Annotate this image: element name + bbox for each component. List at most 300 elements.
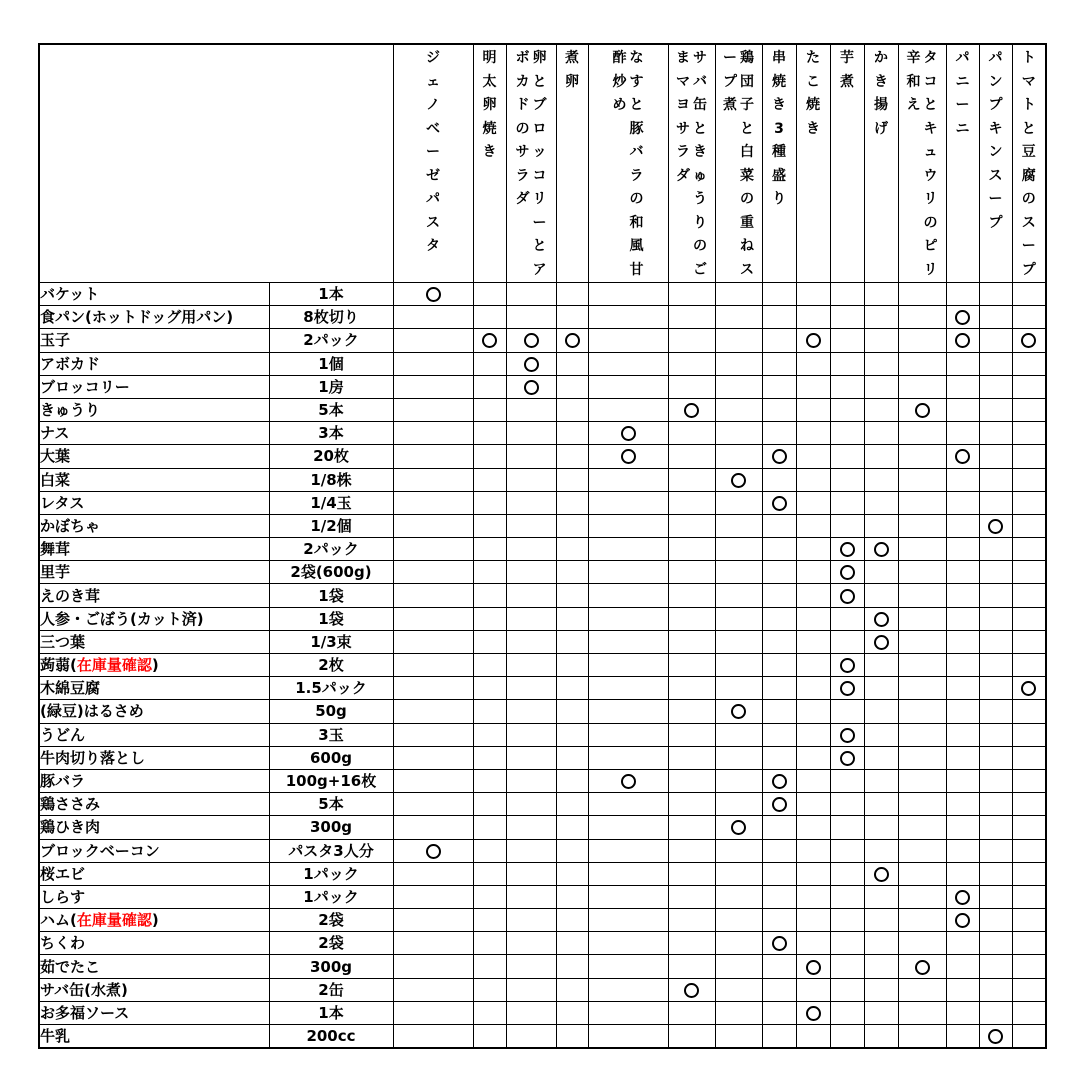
usage-cell xyxy=(979,468,1012,491)
usage-cell xyxy=(588,561,668,584)
dish-name-char: リ xyxy=(532,191,547,207)
usage-cell xyxy=(506,932,556,955)
dish-name-char: き xyxy=(874,73,888,90)
dish-name-char: 和 xyxy=(906,73,921,90)
usage-cell xyxy=(830,468,864,491)
dish-name-char: 串 xyxy=(772,50,786,66)
used-mark-circle-icon xyxy=(915,960,930,975)
dish-name-char: ロ xyxy=(532,120,547,137)
usage-cell xyxy=(556,932,588,955)
usage-cell xyxy=(898,352,946,375)
usage-cell xyxy=(946,398,979,421)
usage-cell xyxy=(506,793,556,816)
usage-cell xyxy=(864,793,898,816)
ingredient-name-text: レタス xyxy=(40,493,85,512)
used-mark-circle-icon xyxy=(840,589,855,604)
usage-cell xyxy=(473,978,506,1001)
usage-cell xyxy=(715,978,762,1001)
used-mark-circle-icon xyxy=(524,380,539,395)
usage-cell xyxy=(473,839,506,862)
usage-cell xyxy=(393,306,473,329)
usage-cell xyxy=(473,491,506,514)
usage-cell xyxy=(506,769,556,792)
used-mark-circle-icon xyxy=(840,728,855,743)
usage-cell xyxy=(393,839,473,862)
dish-name-char: ゅ xyxy=(693,167,707,184)
ingredient-name-text: えのき茸 xyxy=(40,586,101,605)
ingredient-name xyxy=(39,1001,269,1024)
usage-cell xyxy=(898,1025,946,1048)
usage-cell xyxy=(762,538,796,561)
dish-name-char: 鶏 xyxy=(740,50,754,66)
usage-cell xyxy=(506,909,556,932)
ingredient-name xyxy=(39,700,269,723)
usage-cell xyxy=(506,561,556,584)
usage-cell xyxy=(668,630,715,653)
usage-cell xyxy=(473,677,506,700)
usage-cell xyxy=(979,398,1012,421)
ingredient-name-text: 食パン(ホットドッグ用パン) xyxy=(40,308,234,327)
usage-cell xyxy=(946,769,979,792)
usage-cell xyxy=(1012,769,1046,792)
dish-name-char: の xyxy=(629,191,644,207)
usage-cell xyxy=(898,746,946,769)
usage-cell xyxy=(946,329,979,352)
usage-cell xyxy=(588,909,668,932)
usage-cell xyxy=(864,769,898,792)
dish-name-char: と xyxy=(629,97,644,113)
usage-cell xyxy=(668,422,715,445)
used-mark-circle-icon xyxy=(1021,681,1036,696)
ingredient-row xyxy=(39,1025,1046,1048)
dish-name-char: 子 xyxy=(740,97,754,113)
usage-cell xyxy=(556,700,588,723)
ingredient-name xyxy=(39,584,269,607)
used-mark-circle-icon xyxy=(426,287,441,302)
dish-name-char: ヨ xyxy=(676,97,690,113)
dish-name-line xyxy=(692,47,708,282)
usage-cell xyxy=(715,769,762,792)
usage-cell xyxy=(556,654,588,677)
dish-name-char: 重 xyxy=(740,214,754,231)
usage-cell xyxy=(830,885,864,908)
ingredient-name-text: 蒟蒻( xyxy=(40,656,77,675)
usage-cell xyxy=(1012,909,1046,932)
usage-cell xyxy=(762,329,796,352)
usage-cell xyxy=(506,584,556,607)
usage-cell xyxy=(506,839,556,862)
usage-cell xyxy=(830,538,864,561)
usage-cell xyxy=(506,723,556,746)
dish-name-char: タ xyxy=(426,238,440,254)
usage-cell xyxy=(668,932,715,955)
ingredient-quantity: 1パック xyxy=(269,885,393,908)
usage-cell xyxy=(898,793,946,816)
ingredient-name-text: 鶏ひき肉 xyxy=(40,818,101,837)
usage-cell xyxy=(1012,746,1046,769)
usage-cell xyxy=(715,445,762,468)
usage-cell xyxy=(588,514,668,537)
ingredient-name xyxy=(39,793,269,816)
ingredient-quantity: 50g xyxy=(269,700,393,723)
usage-cell xyxy=(506,1025,556,1048)
ingredient-name-text: バケット xyxy=(40,285,100,304)
dish-name-char: の xyxy=(693,238,707,254)
dish-name-char: ェ xyxy=(426,73,440,90)
usage-cell xyxy=(864,932,898,955)
usage-cell xyxy=(506,816,556,839)
ingredient-quantity: 2枚 xyxy=(269,654,393,677)
usage-cell xyxy=(715,607,762,630)
usage-cell xyxy=(1012,885,1046,908)
usage-cell xyxy=(588,677,668,700)
usage-cell xyxy=(668,375,715,398)
usage-cell xyxy=(864,584,898,607)
ingredient-row xyxy=(39,909,1046,932)
usage-cell xyxy=(864,514,898,537)
usage-cell xyxy=(796,630,830,653)
used-mark-circle-icon xyxy=(806,960,821,975)
usage-cell xyxy=(588,932,668,955)
ingredient-name xyxy=(39,491,269,514)
usage-cell xyxy=(796,885,830,908)
usage-cell xyxy=(864,816,898,839)
used-mark-circle-icon xyxy=(772,797,787,812)
usage-cell xyxy=(830,909,864,932)
usage-cell xyxy=(588,468,668,491)
usage-cell xyxy=(979,769,1012,792)
dish-name-char: ュ xyxy=(923,144,938,160)
used-mark-circle-icon xyxy=(731,704,746,719)
ingredient-name-text: 豚バラ xyxy=(40,772,86,791)
dish-name-char: な xyxy=(629,50,644,66)
usage-cell xyxy=(1012,445,1046,468)
usage-cell xyxy=(393,909,473,932)
usage-cell xyxy=(946,584,979,607)
usage-cell xyxy=(473,561,506,584)
usage-cell xyxy=(668,283,715,306)
usage-cell xyxy=(668,700,715,723)
usage-cell xyxy=(1012,352,1046,375)
dish-name-char: 豆 xyxy=(1021,144,1036,160)
dish-name-char: ー xyxy=(1021,238,1036,254)
usage-cell xyxy=(668,885,715,908)
dish-header xyxy=(1012,44,1046,283)
usage-cell xyxy=(898,538,946,561)
dish-name-char: 腐 xyxy=(1021,167,1036,184)
usage-cell xyxy=(796,584,830,607)
dish-name-char: 豚 xyxy=(629,120,644,137)
dish-name-char: ま xyxy=(676,50,690,66)
dish-name-char: ー xyxy=(532,214,547,231)
usage-cell xyxy=(715,816,762,839)
usage-cell xyxy=(506,607,556,630)
usage-cell xyxy=(796,398,830,421)
dish-name-char: コ xyxy=(923,73,938,90)
usage-cell xyxy=(506,1001,556,1024)
usage-cell xyxy=(830,398,864,421)
dish-name-char: め xyxy=(612,97,627,113)
usage-cell xyxy=(1012,283,1046,306)
ingredient-row xyxy=(39,793,1046,816)
usage-cell xyxy=(556,1001,588,1024)
usage-cell xyxy=(393,1025,473,1048)
usage-cell xyxy=(473,723,506,746)
dish-name-char: ピ xyxy=(923,238,938,254)
ingredient-quantity: パスタ3人分 xyxy=(269,839,393,862)
usage-cell xyxy=(762,978,796,1001)
usage-cell xyxy=(762,445,796,468)
dish-name-char: ね xyxy=(740,238,754,254)
usage-cell xyxy=(796,862,830,885)
usage-cell xyxy=(668,746,715,769)
usage-cell xyxy=(715,329,762,352)
dish-name-char: た xyxy=(806,50,820,66)
usage-cell xyxy=(762,283,796,306)
used-mark-circle-icon xyxy=(621,426,636,441)
usage-cell xyxy=(979,306,1012,329)
usage-cell xyxy=(556,329,588,352)
usage-cell xyxy=(979,700,1012,723)
usage-cell xyxy=(588,1001,668,1024)
usage-cell xyxy=(715,283,762,306)
ingredient-name xyxy=(39,561,269,584)
ingredient-name-text: うどん xyxy=(40,725,86,744)
ingredient-name xyxy=(39,909,269,932)
usage-cell xyxy=(864,1025,898,1048)
dish-name-char: き xyxy=(482,144,497,160)
ingredient-quantity: 2袋 xyxy=(269,909,393,932)
usage-cell xyxy=(979,862,1012,885)
usage-cell xyxy=(898,398,946,421)
ingredient-name-text: サバ缶(水煮) xyxy=(40,980,128,999)
used-mark-circle-icon xyxy=(426,844,441,859)
usage-cell xyxy=(668,1001,715,1024)
usage-cell xyxy=(473,445,506,468)
ingredient-name xyxy=(39,514,269,537)
dish-name-char: バ xyxy=(693,73,707,90)
usage-cell xyxy=(556,630,588,653)
ingredient-name xyxy=(39,723,269,746)
ingredient-quantity: 1/3束 xyxy=(269,630,393,653)
usage-cell xyxy=(668,816,715,839)
usage-cell xyxy=(473,746,506,769)
ingredient-row xyxy=(39,862,1046,885)
usage-cell xyxy=(946,352,979,375)
dish-name-char: ゼ xyxy=(426,167,440,184)
usage-cell xyxy=(588,352,668,375)
ingredient-quantity: 1房 xyxy=(269,375,393,398)
usage-cell xyxy=(393,375,473,398)
usage-cell xyxy=(393,862,473,885)
usage-cell xyxy=(864,445,898,468)
usage-cell xyxy=(393,514,473,537)
dish-name-line xyxy=(532,47,548,282)
usage-cell xyxy=(1012,398,1046,421)
usage-cell xyxy=(1012,1025,1046,1048)
usage-cell xyxy=(715,306,762,329)
usage-cell xyxy=(588,839,668,862)
usage-cell xyxy=(473,398,506,421)
dish-name-char: と xyxy=(923,97,938,113)
usage-cell xyxy=(556,885,588,908)
usage-cell xyxy=(473,955,506,978)
ingredient-quantity: 1個 xyxy=(269,352,393,375)
dish-header xyxy=(393,44,473,283)
dish-name-char: ン xyxy=(988,144,1003,160)
ingredient-rows xyxy=(39,283,1046,1048)
usage-cell xyxy=(506,491,556,514)
usage-cell xyxy=(898,909,946,932)
usage-cell xyxy=(668,1025,715,1048)
used-mark-circle-icon xyxy=(988,519,1003,534)
usage-cell xyxy=(1012,375,1046,398)
usage-cell xyxy=(588,955,668,978)
usage-cell xyxy=(898,677,946,700)
ingredient-name-text: ちくわ xyxy=(40,934,86,953)
usage-cell xyxy=(393,422,473,445)
usage-cell xyxy=(556,862,588,885)
blank-header xyxy=(39,44,393,283)
usage-cell xyxy=(473,793,506,816)
used-mark-circle-icon xyxy=(806,1006,821,1021)
dish-name-char: す xyxy=(629,73,644,90)
usage-cell xyxy=(979,746,1012,769)
ingredient-row xyxy=(39,445,1046,468)
usage-cell xyxy=(668,955,715,978)
ingredient-name-text: 木綿豆腐 xyxy=(40,679,101,698)
usage-cell xyxy=(830,607,864,630)
usage-cell xyxy=(393,932,473,955)
used-mark-circle-icon xyxy=(840,658,855,673)
ingredient-quantity: 1/4玉 xyxy=(269,491,393,514)
usage-cell xyxy=(473,909,506,932)
usage-cell xyxy=(715,932,762,955)
usage-cell xyxy=(506,306,556,329)
ingredient-name-text: ブロックベーコン xyxy=(40,841,160,860)
usage-cell xyxy=(898,955,946,978)
dish-name-char: ダ xyxy=(515,191,530,207)
usage-cell xyxy=(556,816,588,839)
ingredient-row xyxy=(39,978,1046,1001)
ingredient-quantity: 5本 xyxy=(269,398,393,421)
dish-name-char: ン xyxy=(988,73,1003,90)
usage-cell xyxy=(979,491,1012,514)
dish-name-char: ベ xyxy=(426,120,440,137)
usage-cell xyxy=(946,445,979,468)
dish-name-char: ニ xyxy=(955,120,970,137)
usage-cell xyxy=(715,468,762,491)
usage-cell xyxy=(830,978,864,1001)
usage-cell xyxy=(556,723,588,746)
usage-cell xyxy=(796,352,830,375)
usage-cell xyxy=(898,607,946,630)
ingredient-name xyxy=(39,746,269,769)
usage-cell xyxy=(588,630,668,653)
used-mark-circle-icon xyxy=(731,820,746,835)
ingredient-name xyxy=(39,955,269,978)
usage-cell xyxy=(979,607,1012,630)
used-mark-circle-icon xyxy=(772,496,787,511)
usage-cell xyxy=(1012,306,1046,329)
dish-name-char: マ xyxy=(676,73,690,90)
usage-cell xyxy=(796,677,830,700)
usage-cell xyxy=(473,862,506,885)
usage-cell xyxy=(864,561,898,584)
usage-cell xyxy=(979,816,1012,839)
dish-header xyxy=(979,44,1012,283)
dish-name-char: ト xyxy=(1021,97,1036,113)
usage-cell xyxy=(556,909,588,932)
usage-cell xyxy=(588,422,668,445)
dish-name-char: タ xyxy=(923,50,938,66)
ingredient-quantity: 1/8株 xyxy=(269,468,393,491)
used-mark-circle-icon xyxy=(955,449,970,464)
usage-cell xyxy=(762,1001,796,1024)
dish-name-char: ー xyxy=(426,144,440,160)
dish-name-char: プ xyxy=(723,73,737,90)
dish-header xyxy=(946,44,979,283)
used-mark-circle-icon xyxy=(840,751,855,766)
usage-cell xyxy=(556,955,588,978)
usage-cell xyxy=(506,746,556,769)
usage-cell xyxy=(762,885,796,908)
dish-name-char: と xyxy=(1021,120,1036,137)
usage-cell xyxy=(715,352,762,375)
ingredient-name-text: 大葉 xyxy=(40,447,71,466)
dish-name-char: か xyxy=(874,50,888,66)
ingredient-quantity: 1本 xyxy=(269,283,393,306)
dish-header xyxy=(898,44,946,283)
usage-cell xyxy=(506,538,556,561)
usage-cell xyxy=(864,723,898,746)
ingredient-row xyxy=(39,538,1046,561)
usage-cell xyxy=(979,978,1012,1001)
dish-name-char: こ xyxy=(806,73,820,90)
dish-name-line xyxy=(805,47,821,141)
usage-cell xyxy=(830,584,864,607)
used-mark-circle-icon xyxy=(772,449,787,464)
usage-cell xyxy=(830,561,864,584)
usage-cell xyxy=(946,283,979,306)
usage-cell xyxy=(898,978,946,1001)
used-mark-circle-icon xyxy=(731,473,746,488)
dish-name-char: ー xyxy=(955,97,970,113)
usage-cell xyxy=(556,677,588,700)
usage-cell xyxy=(506,283,556,306)
usage-cell xyxy=(506,398,556,421)
usage-cell xyxy=(864,862,898,885)
ingredient-row xyxy=(39,491,1046,514)
usage-cell xyxy=(668,491,715,514)
usage-cell xyxy=(946,816,979,839)
usage-cell xyxy=(762,955,796,978)
usage-cell xyxy=(979,839,1012,862)
usage-cell xyxy=(946,909,979,932)
usage-cell xyxy=(979,793,1012,816)
usage-cell xyxy=(898,561,946,584)
usage-cell xyxy=(946,468,979,491)
dish-name-char: の xyxy=(740,191,754,207)
usage-cell xyxy=(506,329,556,352)
usage-cell xyxy=(796,700,830,723)
usage-cell xyxy=(946,630,979,653)
dish-name-char: 明 xyxy=(482,50,497,66)
usage-cell xyxy=(979,654,1012,677)
usage-cell xyxy=(1012,1001,1046,1024)
ingredient-name-text: 舞茸 xyxy=(40,540,71,559)
dish-header xyxy=(556,44,588,283)
